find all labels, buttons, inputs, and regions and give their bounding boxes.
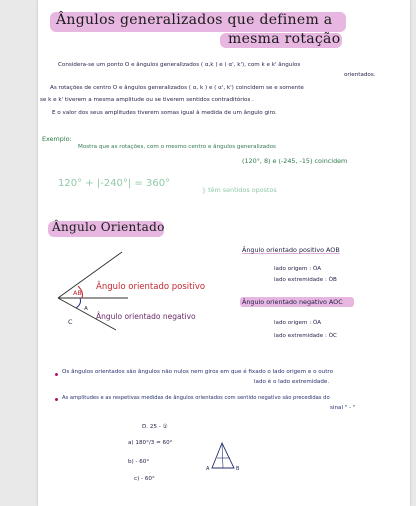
example-line: (120°, 8) e (-245, -15) coincidem <box>242 157 348 165</box>
exercise-answer-b: b) - 60° <box>128 459 150 465</box>
section-title: Ângulos generalizados que definem a <box>56 12 333 28</box>
bullet-marker <box>55 398 58 401</box>
negative-arc <box>76 298 81 308</box>
bullet-text: As amplitudes e as respetivas medidas de ângulos orientados com sentido negativo são precedidas do <box>62 395 330 401</box>
bullet-text: lado é o lado extremidade. <box>254 379 330 385</box>
example-calculation: 120° + |-240°| = 360° <box>58 178 171 189</box>
intro-line: Considera-se um ponto O e ângulos generalizados ( α,k ) e ( α', k'), com k e k' ângulos <box>58 62 301 68</box>
bullet-marker <box>55 373 58 376</box>
example-label: Exemplo: <box>42 135 72 143</box>
triangle-vertex-b: B <box>236 466 240 472</box>
bullet-text: sinal " - " <box>330 405 356 411</box>
positive-angle-title: Ângulo orientado positivo AOB <box>242 246 340 254</box>
positive-angle-label: Ângulo orientado positivo <box>96 282 206 292</box>
exercise-header: D. 25 - ① <box>142 424 168 430</box>
section-title: Ângulo Orientado <box>52 220 165 234</box>
triangle-sketch <box>208 440 248 474</box>
intro-line: As rotações de centro O e ângulos generalizados ( α, k ) e ( α', k') coincidem se e somente <box>50 85 304 91</box>
section-title-continued: mesma rotação <box>228 31 341 47</box>
example-line: Mostra que as rotações, com o mesmo centro e ângulos generalizados <box>78 144 276 150</box>
intro-line: orientados. <box>344 72 376 78</box>
negative-origin-side: lado origem : ȮA <box>274 320 322 326</box>
label-c: C <box>68 318 73 326</box>
triangle-vertex-a: A <box>206 466 210 472</box>
bullet-text: Os ângulos orientados são ângulos não nulos nem giros em que é fixado o lado origem e o outro <box>62 369 334 375</box>
triangle-median <box>222 443 223 468</box>
intro-line: se k e k' tiverem a mesma amplitude ou se tiverem sentidos contraditórios . <box>40 97 254 103</box>
negative-angle-label: Ângulo orientado negativo <box>96 312 196 321</box>
notebook-page <box>38 0 410 506</box>
exercise-answer-a: a) 180°/3 = 60° <box>128 440 173 446</box>
label-a: A <box>84 306 88 312</box>
positive-end-side: lado extremidade : ȮB <box>274 277 337 283</box>
example-note: } têm sentidos opostos <box>202 186 277 194</box>
negative-angle-title: Ângulo orientado negativo AOC <box>242 298 343 306</box>
positive-origin-side: lado origem : ȮA <box>274 266 322 272</box>
negative-end-side: lado extremidade : ȮC <box>274 333 337 339</box>
exercise-answer-c: c) - 60° <box>134 476 155 482</box>
label-ab: AB <box>73 289 82 297</box>
intro-line: E o valor dos seus amplitudes tiverem somas igual à medida de um ângulo giro. <box>52 110 277 116</box>
